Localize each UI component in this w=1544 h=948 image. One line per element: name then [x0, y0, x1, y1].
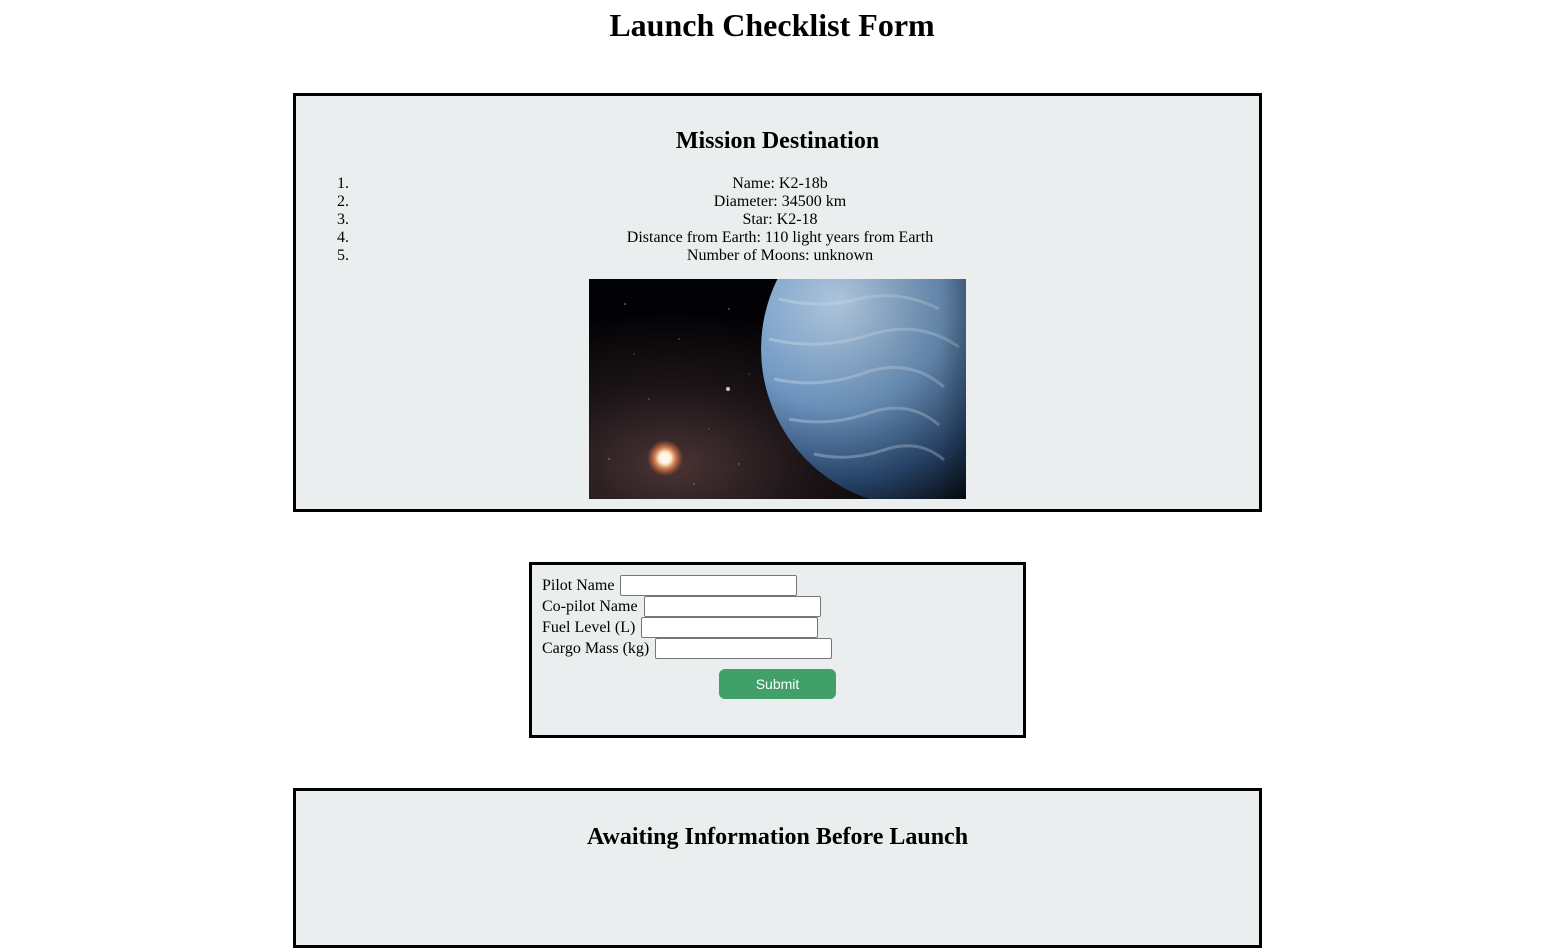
fuel-level-label: Fuel Level (L) — [542, 619, 636, 636]
mission-details-list — [296, 175, 1259, 265]
mission-item-moons: 5. Number of Moons: unknown — [337, 247, 874, 264]
launch-status-panel — [293, 788, 1262, 948]
mission-item-diameter: 2. Diameter: 34500 km — [337, 193, 847, 210]
cargo-mass-label: Cargo Mass (kg) — [542, 640, 650, 657]
fuel-level-input[interactable] — [641, 617, 818, 638]
mission-heading: Mission Destination — [675, 128, 880, 154]
page-title: Launch Checklist Form — [609, 7, 935, 43]
copilot-name-input[interactable] — [644, 596, 821, 617]
planet-image — [589, 279, 966, 499]
mission-item-distance: 4. Distance from Earth: 110 light years from Earth — [337, 229, 934, 246]
mission-item-star: 3. Star: K2-18 — [337, 211, 818, 228]
fuel-level-row — [542, 617, 818, 638]
launch-form-panel — [529, 562, 1026, 738]
mission-destination-panel — [293, 93, 1262, 512]
mission-item-name: 1. Name: K2-18b — [337, 175, 828, 192]
copilot-name-label: Co-pilot Name — [542, 598, 638, 615]
pilot-name-row — [542, 575, 797, 596]
pilot-name-label: Pilot Name — [542, 577, 615, 594]
submit-button[interactable]: Submit — [719, 669, 836, 699]
cargo-mass-row — [542, 638, 832, 659]
launch-status-heading: Awaiting Information Before Launch — [586, 824, 969, 850]
cargo-mass-input[interactable] — [655, 638, 832, 659]
pilot-name-input[interactable] — [620, 575, 797, 596]
copilot-name-row — [542, 596, 821, 617]
